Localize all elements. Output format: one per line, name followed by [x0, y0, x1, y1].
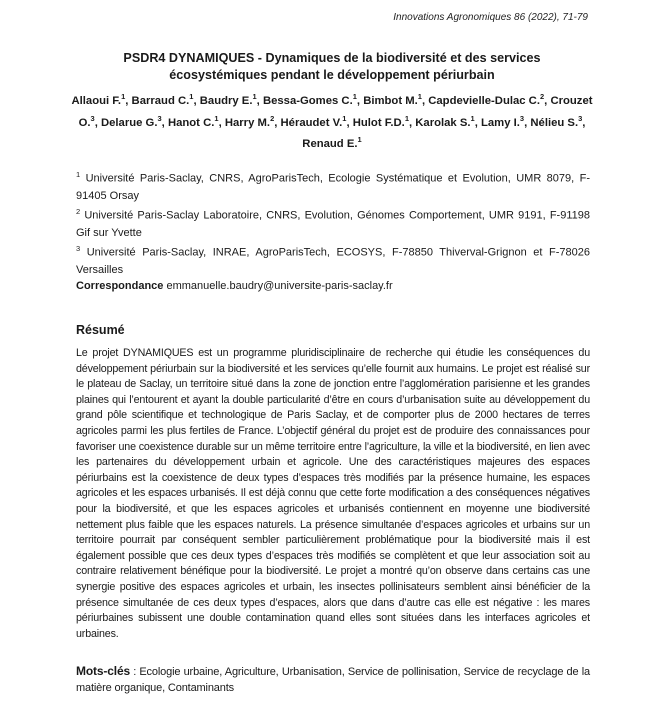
affiliation-text: Université Paris-Saclay, INRAE, AgroParisTech, ECOSYS, F-78850 Thiverval-Grignon et F-78026 Versailles: [76, 246, 590, 276]
journal-citation: Innovations Agronomiques 86 (2022), 71-79: [393, 12, 588, 23]
author: [199, 92, 257, 107]
author-affiliation: 3: [519, 113, 525, 123]
affiliation-number: 2: [76, 207, 81, 216]
author: [71, 92, 126, 107]
keywords-label: Mots-clés: [76, 664, 130, 678]
affiliation-text: Université Paris-Saclay, CNRS, AgroParisTech, Ecologie Systématique et Evolution, UMR 8079, F-91405 Orsay: [76, 172, 590, 202]
author-affiliation: 1: [189, 92, 194, 101]
affiliation-1: [76, 166, 590, 205]
author: [428, 92, 545, 107]
correspondence-label: Correspondance: [76, 280, 164, 292]
author: [100, 113, 162, 129]
paper-title: [60, 50, 604, 84]
author-name: Baudry E.: [199, 94, 253, 107]
author-name: Hulot F.D.: [352, 116, 405, 129]
author-affiliation: 1: [352, 92, 357, 101]
author: [352, 113, 409, 129]
author-affiliation: 1: [214, 113, 219, 123]
author-name: Lamy I.: [480, 116, 520, 129]
affiliation-text: Université Paris-Saclay Laboratoire, CNRS, Evolution, Génomes Comportement, UMR 9191, F-91198 Gif sur Yvette: [76, 209, 590, 239]
correspondence: [76, 278, 393, 295]
author-affiliation: 2: [539, 92, 545, 101]
author-list: Allaoui F.$^1$, Barraud C.$^1$, Baudry E.$^1$, Bessa-Gomes C.$^1$, Bimbot M.$^1$, Capdevielle-Dulac C.$^2$, Crouzet O.$^3$, Delarue G.$^3$, Hanot C.$^1$, Harry M.$^2$, Héraudet V.$^1$, Hulot F.D.$^1$, Karolak S.$^1$, Lamy I.$^3$, Nélieu S.$^3$, Renaud E.$^1$: [71, 92, 593, 151]
author-affiliation: 1: [252, 92, 257, 101]
correspondence-email: emmanuelle.baudry@universite-paris-saclay.fr: [166, 280, 393, 292]
author-affiliation: 1: [342, 113, 347, 123]
author-name: Hanot C.: [167, 116, 215, 129]
author-affiliation: 3: [578, 113, 583, 123]
author-affiliation: 2: [270, 113, 275, 123]
keywords-text: : Ecologie urbaine, Agriculture, Urbanisation, Service de pollinisation, Service de recyclage de la matière organique, Contaminants: [76, 666, 590, 694]
author-affiliation: 1: [404, 113, 409, 123]
author: [280, 113, 347, 129]
author: [363, 92, 422, 107]
author-name: Harry M.: [224, 116, 271, 129]
author-affiliation: 1: [357, 135, 362, 145]
author-name: Héraudet V.: [280, 116, 343, 129]
affiliation-3: [76, 240, 590, 279]
author: [302, 135, 362, 151]
title-line-2: écosystémiques pendant le développement périurbain: [169, 68, 495, 82]
author-name: Crouzet O.: [78, 94, 593, 129]
title-line-1: PSDR4 DYNAMIQUES - Dynamiques de la biodiversité et des services: [123, 51, 541, 65]
resume-text: Le projet DYNAMIQUES est un programme pluridisciplinaire de recherche qui étudie les conséquences du développement périurbain sur la biodiversité et les services qu’elle fournit aux humains. Le projet est réalisé sur le plateau de Saclay, un territoire situé dans la zone de jonction entre l’agglomération parisienne et les grandes plaines qui l’entourent et ayant la double particularité d’être en cours d’urbanisation suite au développement du grand pôle scientifique et technologique de Paris Saclay, et de comporter plus de 2000 hectares de terres agricoles parmi les plus fertiles de France. L’objectif général du projet est de produire des connaissances pour favoriser une coexistence durable sur un même territoire entre l’agriculture, la ville et la biodiversité, en lien avec les partenaires du développement urbain et agricole. Une des caractéristiques majeures des espaces périurbains est la coexistence de deux types d’espaces très modifiés par la présence humaine, les espaces agricoles et les espaces urbanisés. Il est déjà connu que cette forte modification a des conséquences négatives pour la biodiversité, et que les espaces agricoles et urbanisés contiennent en moyenne une biodiversité nettement plus faible que les espaces naturels. La présence simultanée d’espaces agricoles et urbains sur un territoire pourrait par conséquent sembler particulièrement problématique pour la biodiversité mais il est également possible que ces deux types d’espaces très modifiés se complètent et que leur association soit au contraire relativement bénéfique pour la biodiversité. Le projet a montré qu’on observe dans certains cas une synergie positive des espaces agricoles et urbain, les insectes pollinisateurs semblent ainsi bénéficier de la présence simultanée de ces deux types d’espaces, alors que dans d’autre cas elle est négative : les mares périurbaines subissent une double contamination quand elles sont situées dans les interfaces agricoles et urbaines.: [76, 347, 590, 640]
author-name: Bimbot M.: [363, 94, 418, 107]
author-name: Allaoui F.: [71, 94, 122, 107]
author-affiliation: 1: [417, 92, 422, 101]
author: [262, 92, 357, 107]
resume-heading: Résumé: [76, 323, 125, 337]
author-name: Bessa-Gomes C.: [262, 94, 353, 107]
author-affiliation: 1: [121, 92, 126, 101]
author-name: Capdevielle-Dulac C.: [428, 94, 540, 107]
author-affiliation: 3: [90, 113, 95, 123]
author-name: Delarue G.: [100, 116, 158, 129]
author-affiliation: 3: [157, 113, 162, 123]
author: [224, 113, 275, 129]
author-name: Renaud E.: [302, 138, 358, 151]
author: [480, 113, 525, 129]
keywords: [76, 663, 590, 696]
affiliation-number: 3: [76, 244, 81, 253]
author-name: Karolak S.: [415, 116, 471, 129]
affiliation-2: [76, 203, 590, 242]
author: [167, 113, 219, 129]
author: [530, 113, 583, 129]
author-name: Nélieu S.: [530, 116, 579, 129]
author: [415, 113, 475, 129]
affiliation-number: 1: [76, 170, 81, 179]
author-affiliation: 1: [470, 113, 475, 123]
author-name: Barraud C.: [131, 94, 190, 107]
author: [131, 92, 194, 107]
